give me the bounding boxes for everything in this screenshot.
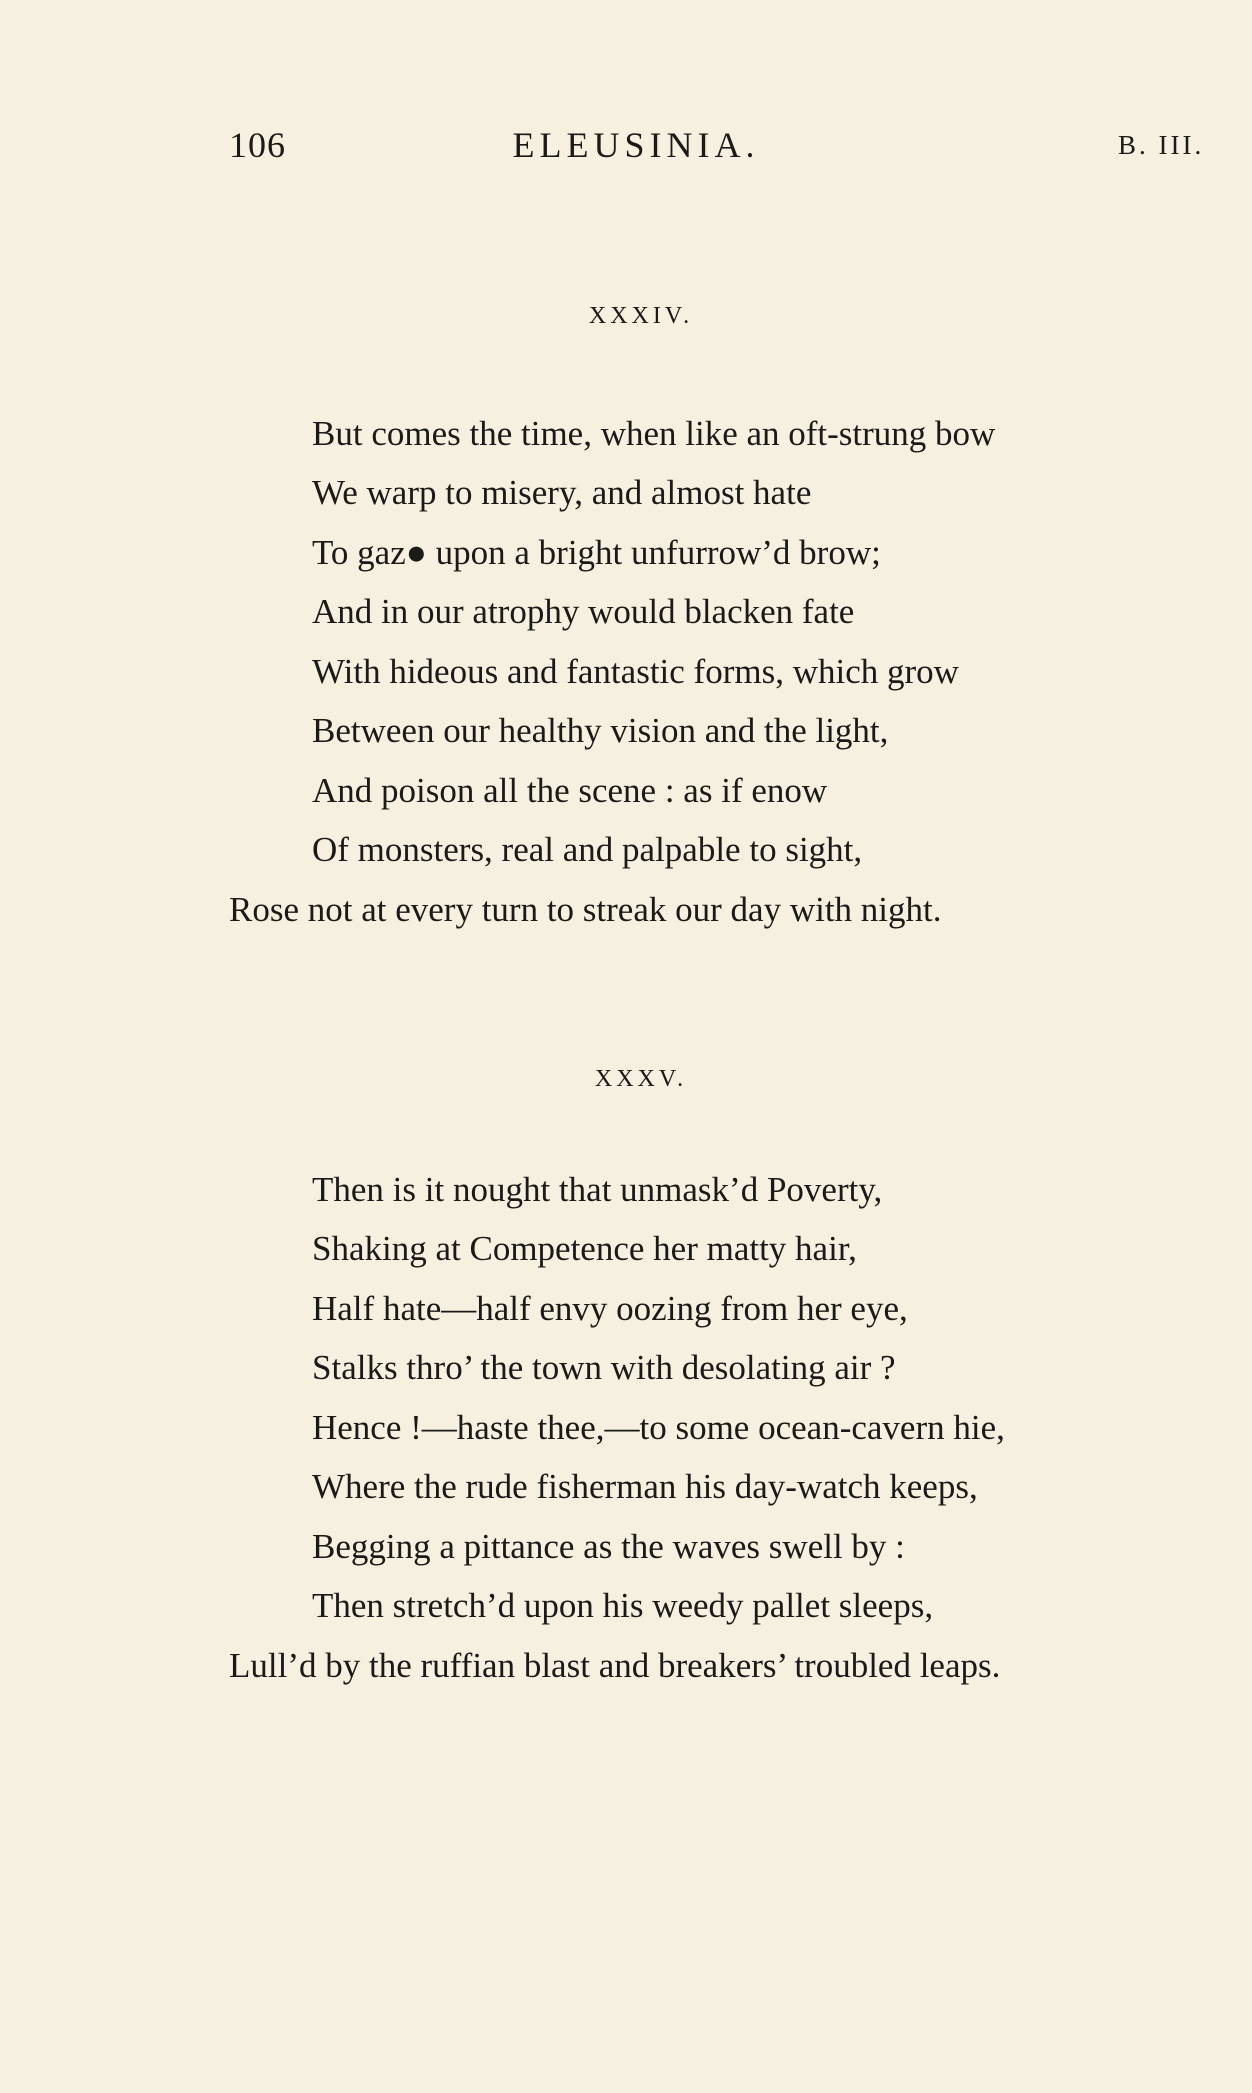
verse-line: Rose not at every turn to streak our day with night. <box>229 890 942 929</box>
verse-line: And poison all the scene : as if enow <box>312 771 828 810</box>
verse-line: With hideous and fantastic forms, which grow <box>312 652 959 691</box>
verse-line: Lull’d by the ruffian blast and breakers’ troubled leaps. <box>229 1646 1001 1685</box>
running-title: ELEUSINIA. <box>512 125 760 165</box>
stanza-number: XXXV. <box>594 1066 688 1092</box>
verse-line: To gaz● upon a bright unfurrow’d brow; <box>312 533 881 572</box>
verse-line: Hence !—haste thee,—to some ocean-cavern hie, <box>312 1408 1005 1447</box>
verse-line: But comes the time, when like an oft-strung bow <box>312 414 996 453</box>
book-number: B. III. <box>1118 130 1205 160</box>
verse-line: Begging a pittance as the waves swell by : <box>312 1527 905 1566</box>
verse-line: Then stretch’d upon his weedy pallet sleeps, <box>312 1586 934 1625</box>
verse-line: Shaking at Competence her matty hair, <box>312 1229 857 1268</box>
verse-line: Then is it nought that unmask’d Poverty, <box>312 1170 883 1209</box>
verse-line: Of monsters, real and palpable to sight, <box>312 830 863 869</box>
running-header <box>0 124 1252 174</box>
verse-line: Where the rude fisherman his day-watch keeps, <box>312 1467 978 1506</box>
page-number: 106 <box>229 125 286 165</box>
stanza-number: XXXIV. <box>588 303 694 329</box>
verse-line: Between our healthy vision and the light, <box>312 711 889 750</box>
verse-line: And in our atrophy would blacken fate <box>312 592 855 631</box>
verse-line: Half hate—half envy oozing from her eye, <box>312 1289 908 1328</box>
verse-line: Stalks thro’ the town with desolating air ? <box>312 1348 896 1387</box>
verse-line: We warp to misery, and almost hate <box>312 473 812 512</box>
